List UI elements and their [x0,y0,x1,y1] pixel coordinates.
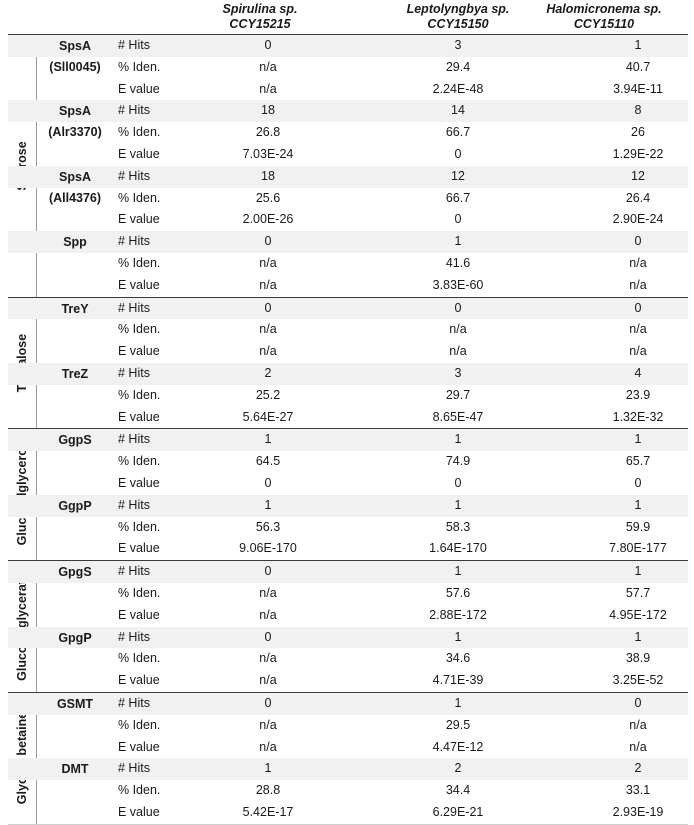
value-cell-species-1: 25.2 [255,387,281,402]
value-cell-species-3: 26.4 [625,190,651,205]
value-cell-species-3: 4.95E-172 [609,607,667,622]
value-cell-species-3: n/a [629,717,647,732]
value-cell-species-3: 4 [634,365,642,380]
value-cell-species-3: 40.7 [625,59,651,74]
gene-name: SpsA [59,169,91,184]
table-row [8,715,688,737]
table-row [8,451,688,473]
value-cell-species-3: n/a [629,322,647,337]
value-cell-species-1: 5.64E-27 [242,409,294,424]
metric-label: % Iden. [118,59,161,74]
value-cell-species-3: 1 [634,629,642,644]
column-header-species-3 [514,2,694,32]
value-cell-species-2: 14 [451,103,465,118]
value-cell-species-2: 0 [454,146,462,161]
value-cell-species-2: 0 [454,475,462,490]
metric-label: # Hits [118,432,150,447]
value-cell-species-1: 9.06E-170 [239,541,297,556]
value-cell-species-2: 1 [454,432,462,447]
value-cell-species-1: n/a [259,59,277,74]
value-cell-species-1: 0 [264,695,272,710]
value-cell-species-3: n/a [629,255,647,270]
value-cell-species-1: n/a [259,277,277,292]
metric-label: % Iden. [118,387,161,402]
value-cell-species-3: 65.7 [625,454,651,469]
table-row [8,407,688,429]
metric-label: # Hits [118,695,150,710]
value-cell-species-1: 64.5 [255,454,281,469]
metric-label: E value [118,804,160,819]
value-cell-species-2: 57.6 [445,585,471,600]
value-cell-species-2: 29.5 [445,717,471,732]
value-cell-species-1: 5.42E-17 [242,804,294,819]
gene-label [36,232,114,253]
value-cell-species-1: n/a [259,739,277,754]
value-cell-species-1: 0 [264,300,272,315]
table-row [8,583,688,605]
metric-label: # Hits [118,103,150,118]
value-cell-species-2: 41.6 [445,255,471,270]
value-cell-species-2: 3 [454,365,462,380]
metric-label: E value [118,344,160,359]
value-cell-species-1: 0 [264,564,272,579]
gene-label [36,364,114,385]
table-row [8,319,688,341]
value-cell-species-2: 4.71E-39 [432,673,484,688]
value-cell-species-1: n/a [259,81,277,96]
value-cell-species-3: 23.9 [625,387,651,402]
gene-locus: (Sll0045) [49,60,101,74]
osmolyte-gene-table [8,34,688,825]
species-genus: Leptolyngbya sp. [406,2,510,16]
value-cell-species-2: 29.7 [445,387,471,402]
metric-label: # Hits [118,497,150,512]
metric-label: E value [118,212,160,227]
value-cell-species-3: 1 [634,564,642,579]
table-row [8,802,688,824]
metric-label: % Iden. [118,519,161,534]
value-cell-species-2: 1 [454,564,462,579]
value-cell-species-3: 3.25E-52 [612,673,664,688]
table-row [8,209,688,231]
gene-label [36,562,114,583]
value-cell-species-3: 1 [634,432,642,447]
gene-label [36,628,114,649]
gene-label [36,167,114,209]
value-cell-species-2: n/a [449,322,467,337]
table-row [8,517,688,539]
table-row [8,79,688,101]
metric-label: % Iden. [118,585,161,600]
value-cell-species-3: 1 [634,497,642,512]
metric-label: # Hits [118,564,150,579]
value-cell-species-3: 3.94E-11 [613,81,663,96]
value-cell-species-2: 3 [454,38,462,52]
value-cell-species-1: 56.3 [255,519,281,534]
gene-name: SpsA [59,39,91,53]
value-cell-species-2: 1 [454,497,462,512]
value-cell-species-1: n/a [259,344,277,359]
value-cell-species-2: 8.65E-47 [432,409,484,424]
group-glucosylglycerate [8,560,688,692]
metric-label: % Iden. [118,322,161,337]
value-cell-species-3: 12 [631,168,645,183]
group-glycine-betaine [8,692,688,825]
gene-name: TreZ [61,366,89,381]
table-header [0,0,694,34]
value-cell-species-2: 1 [454,234,462,249]
value-cell-species-3: 26 [631,125,645,140]
value-cell-species-2: 1 [454,629,462,644]
gene-locus: (Alr3370) [48,125,102,140]
gene-label [36,101,114,143]
value-cell-species-1: 0 [264,629,272,644]
gene-label [36,36,114,78]
value-cell-species-1: 7.03E-24 [242,146,294,161]
value-cell-species-2: 58.3 [445,519,471,534]
table-row [8,670,688,692]
value-cell-species-3: 0 [634,234,642,249]
value-cell-species-1: 0 [264,234,272,249]
value-cell-species-1: 2.00E-26 [242,212,294,227]
value-cell-species-1: 18 [261,168,275,183]
value-cell-species-1: n/a [259,322,277,337]
value-cell-species-2: 1 [454,695,462,710]
value-cell-species-3: 33.1 [625,783,651,798]
metric-label: # Hits [118,234,150,249]
species-strain: CCY15110 [573,17,635,31]
table-row [8,780,688,802]
value-cell-species-2: 1.64E-170 [429,541,487,556]
value-cell-species-3: 7.80E-177 [609,541,667,556]
species-strain: CCY15150 [427,17,489,31]
gene-label [36,694,114,715]
metric-label: E value [118,146,160,161]
value-cell-species-1: n/a [259,673,277,688]
value-cell-species-2: 2.88E-172 [429,607,487,622]
table-row [8,605,688,627]
value-cell-species-2: 29.4 [445,59,471,74]
value-cell-species-2: 66.7 [445,125,471,140]
value-cell-species-3: 59.9 [625,519,651,534]
metric-label: E value [118,607,160,622]
table-row [8,144,688,166]
group-glucosylglycerol [8,428,688,560]
value-cell-species-3: n/a [629,344,647,359]
value-cell-species-2: 66.7 [445,190,471,205]
gene-name: GpgP [58,630,92,645]
value-cell-species-2: 34.4 [445,783,471,798]
species-genus: Spirulina sp. [222,2,298,16]
gene-name: GpgS [58,565,92,580]
metric-label: E value [118,409,160,424]
gene-name: GgpS [58,433,92,448]
gene-name: GSMT [56,696,94,711]
table-row [8,253,688,275]
species-genus: Halomicronema sp. [546,2,662,16]
value-cell-species-3: 0 [634,695,642,710]
value-cell-species-3: n/a [629,739,647,754]
table-row [8,275,688,297]
metric-label: E value [118,81,160,96]
table-row [8,473,688,495]
gene-name: Spp [63,235,87,250]
column-header-species-1 [170,2,350,32]
value-cell-species-1: 2 [264,365,272,380]
table-row [8,737,688,759]
gene-name: DMT [61,762,89,777]
metric-label: % Iden. [118,717,161,732]
gene-label [36,496,114,517]
table-row [8,648,688,670]
gene-name: TreY [61,301,89,316]
value-cell-species-3: 57.7 [625,585,651,600]
value-cell-species-1: n/a [259,585,277,600]
metric-label: % Iden. [118,255,161,270]
value-cell-species-1: 28.8 [255,783,281,798]
metric-label: E value [118,541,160,556]
table-row [8,385,688,407]
metric-label: % Iden. [118,125,161,140]
value-cell-species-1: n/a [259,607,277,622]
value-cell-species-3: 1.29E-22 [612,146,664,161]
metric-label: % Iden. [118,190,161,205]
value-cell-species-3: 0 [634,475,642,490]
gene-locus: (All4376) [48,190,102,205]
value-cell-species-1: 1 [264,432,272,447]
metric-label: E value [118,475,160,490]
value-cell-species-2: n/a [449,344,467,359]
gene-label [36,430,114,451]
value-cell-species-2: 34.6 [445,651,471,666]
value-cell-species-1: 26.8 [255,125,281,140]
metric-label: # Hits [118,365,150,380]
value-cell-species-1: n/a [259,717,277,732]
value-cell-species-3: n/a [629,277,647,292]
value-cell-species-3: 8 [634,103,642,118]
value-cell-species-1: 0 [264,38,272,52]
table-row [8,341,688,363]
value-cell-species-3: 1.32E-32 [612,409,664,424]
metric-label: # Hits [118,629,150,644]
gene-name: GgpP [58,498,92,513]
metric-label: # Hits [118,38,150,52]
metric-label: % Iden. [118,783,161,798]
value-cell-species-1: 25.6 [255,190,281,205]
value-cell-species-1: n/a [259,255,277,270]
value-cell-species-2: 4.47E-12 [432,739,484,754]
value-cell-species-2: 2 [454,761,462,776]
value-cell-species-1: 0 [264,475,272,490]
value-cell-species-2: 74.9 [445,454,471,469]
value-cell-species-3: 2.90E-24 [612,212,664,227]
value-cell-species-3: 2.93E-19 [612,804,664,819]
value-cell-species-2: 2.24E-48 [432,81,484,96]
metric-label: # Hits [118,168,150,183]
value-cell-species-3: 2 [634,761,642,776]
value-cell-species-1: 18 [261,103,275,118]
value-cell-species-1: 1 [264,497,272,512]
metric-label: E value [118,739,160,754]
value-cell-species-3: 0 [634,300,642,315]
metric-label: E value [118,673,160,688]
table-row [8,538,688,560]
metric-label: % Iden. [118,651,161,666]
gene-label [36,759,114,780]
species-strain: CCY15215 [229,17,291,31]
value-cell-species-2: 12 [451,168,465,183]
metric-label: # Hits [118,761,150,776]
value-cell-species-2: 0 [454,300,462,315]
metric-label: E value [118,277,160,292]
value-cell-species-2: 3.83E-60 [432,277,484,292]
value-cell-species-2: 0 [454,212,462,227]
value-cell-species-1: 1 [264,761,272,776]
group-sucrose [8,34,688,297]
gene-label [36,299,114,320]
value-cell-species-3: 1 [634,38,642,52]
group-trehalose [8,297,688,429]
metric-label: # Hits [118,300,150,315]
gene-name: SpsA [59,104,91,119]
value-cell-species-2: 6.29E-21 [432,804,484,819]
metric-label: % Iden. [118,454,161,469]
value-cell-species-3: 38.9 [625,651,651,666]
value-cell-species-1: n/a [259,651,277,666]
